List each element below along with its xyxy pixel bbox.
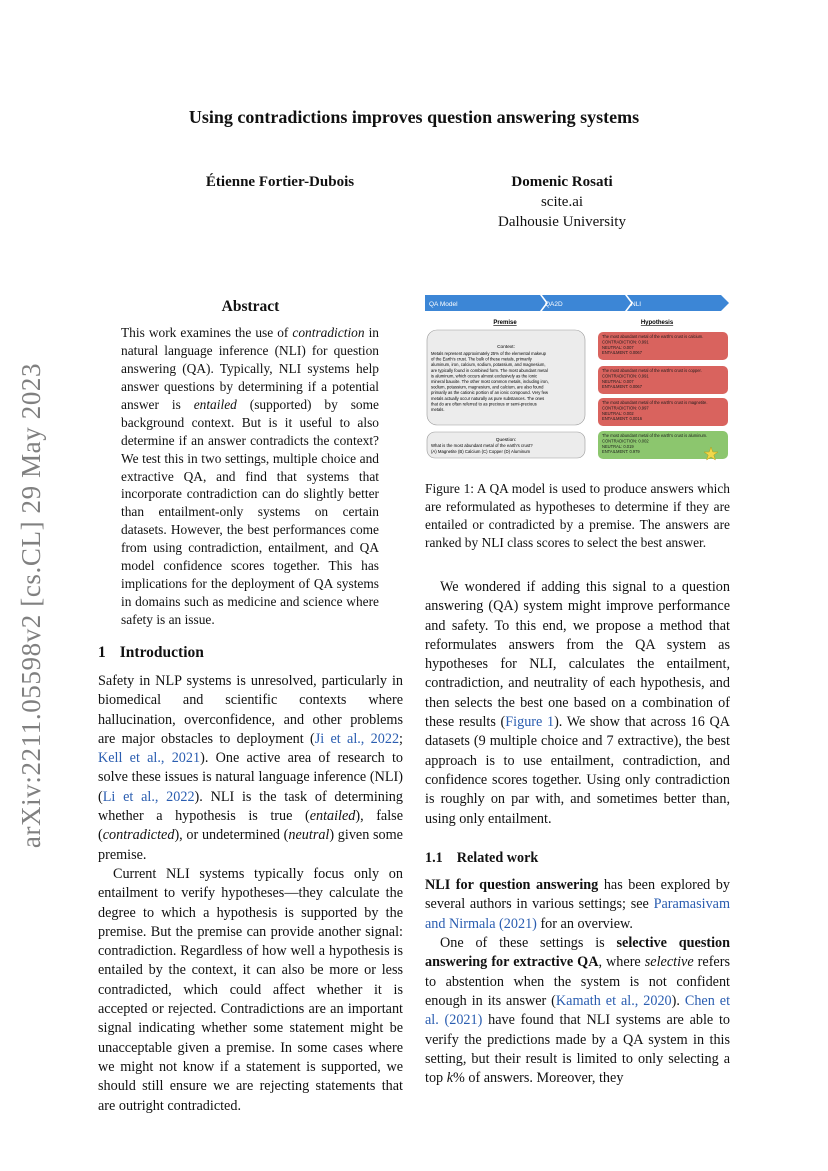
hypothesis-score: CONTRADICTION: 0.002	[602, 438, 649, 444]
hypothesis-text: The most abundant metal of the earth's crust is aluminum.	[602, 433, 708, 438]
hypothesis-score: ENTAILMENT: 0.979	[602, 449, 640, 455]
hypothesis-score: NEUTRAL: 0.007	[602, 378, 634, 384]
context-line: of the Earth's crust. The bulk of these metals, primarily	[431, 356, 532, 362]
arrow-label: QA2D	[545, 301, 563, 308]
figure-reference-link[interactable]: Figure 1	[505, 714, 555, 731]
arxiv-watermark	[12, 360, 52, 850]
figure-1-caption: Figure 1: A QA model is used to produce answers which are reformulated as hypotheses to determine if they are entailed or contradicted by a premise. The answers are ranked by NLI class scores to select the best answer.	[425, 481, 730, 550]
hypothesis-score: CONTRADICTION: 0.991	[602, 339, 649, 345]
arrow-nli	[627, 295, 729, 311]
context-title: Context:	[497, 345, 515, 350]
hypothesis-text: The most abundant metal of the earth's crust is magnetite.	[602, 400, 708, 405]
paper-title: Using contradictions improves question answering systems	[188, 107, 640, 127]
question-title: Question:	[495, 438, 517, 443]
citation-link[interactable]: Kell et al., 2021	[98, 750, 201, 767]
related-paragraph-1: NLI for question answering has been explored by several authors in various settings; see Paramasivam and Nirmala (2021) for an overview.	[425, 877, 730, 932]
context-line: is aluminum, which occurs almost exclusively as the ionic	[431, 373, 538, 379]
right-paragraph-1: We wondered if adding this signal to a question answering (QA) system might improve performance and safety. To this end, we propose a method that reformulates answers from the QA system as hypotheses for NLI, calculates the entailment, contradiction, and neutrality of each hypothesis, and then selects the best one based on a combination of these results (Figure 1). We show that across 16 QA datasets (9 multiple choice and 7 extractive), the best approach is to use entailment, contradiction, and confidence scores together. Using only contradiction is roughly on par with, and sometimes better than, using only entailment.	[425, 579, 731, 827]
citation-link[interactable]: Chen et al. (2021)	[425, 992, 731, 1029]
arrow-label: QA Model	[429, 301, 458, 308]
related-paragraph-2: One of these settings is selective question answering for extractive QA, where selective refers to abstention when the system is not confident enough in its answer (Kamath et al., 2020). Chen et al. (2021) have found that NLI systems are able to verify the predictions made by a QA system in this setting, but their result is limited to only selecting a top k% of answers. Moreover, they	[425, 935, 731, 1087]
context-line: mineral bauxite. The other most common metals, including iron,	[431, 379, 549, 384]
citation-link[interactable]: Paramasivam and Nirmala (2021)	[425, 896, 730, 932]
author-2	[452, 172, 672, 232]
author-affiliation: Dalhousie University	[498, 214, 626, 230]
author-name: Étienne Fortier-Dubois	[205, 174, 355, 190]
context-line: that do are often referred to as precious or semi-precious	[431, 401, 537, 407]
hypothesis-score: CONTRADICTION: 0.991	[602, 373, 649, 379]
hypothesis-score: ENTAILMENT: 0.0067	[602, 384, 642, 390]
arxiv-id: arXiv:2211.05598v2 [cs.CL] 29 May 2023	[16, 362, 47, 848]
intro-paragraph-1: Safety in NLP systems is unresolved, particularly in biomedical and scientific contexts where hallucination, overconfidence, and other problems are major obstacles to deployment (Ji et al., 2022; Kell et al., 2021). One active area of research to solve these issues is natural language inference (NLI) (Li et al., 2022). NLI is the task of determining whether a hypothesis is true (entailed), false (contradicted), or undetermined (neutral) given some premise.	[98, 673, 404, 863]
context-line: primarily as the cationic portion of an ionic compound. Very few	[431, 390, 549, 396]
hypothesis-text: The most abundant metal of the earth's crust is copper.	[602, 368, 702, 373]
abstract-heading: Abstract	[221, 298, 280, 315]
hypothesis-label: Hypothesis	[640, 320, 674, 326]
left-column	[98, 297, 403, 1116]
hypothesis-score: CONTRADICTION: 0.997	[602, 405, 649, 411]
citation-link[interactable]: Kamath et al., 2020	[555, 992, 672, 1009]
hypothesis-score: ENTAILMENT: 0.0016	[602, 416, 642, 422]
question-text: What is the most abundant metal of the earth's crust?	[431, 443, 533, 448]
author-affiliation: scite.ai	[540, 194, 584, 210]
context-line: aluminum, iron, calcium, sodium, potassium, and magnesium,	[431, 362, 546, 368]
hypothesis-score: NEUTRAL: 0.002	[602, 410, 634, 416]
hypothesis-list	[598, 332, 728, 459]
hypothesis-text: The most abundant metal of the earth's crust is calcium.	[602, 334, 704, 339]
question-options: (A) Magnetite (B) Calcium (C) Copper (D) Aluminum	[431, 449, 531, 454]
context-line: are typically found in combined form. The most abundant metal	[431, 367, 548, 373]
premise-label: Premise	[493, 320, 517, 326]
right-column	[425, 578, 730, 1088]
hypothesis-score: NEUTRAL: 0.019	[602, 443, 634, 449]
citation-link[interactable]: Ji et al., 2022	[314, 730, 400, 747]
hypothesis-score: NEUTRAL: 0.007	[602, 344, 634, 350]
author-name: Domenic Rosati	[511, 174, 613, 190]
context-line: metals.	[431, 407, 445, 412]
context-text	[431, 351, 549, 412]
subsection-heading-related-work: 1.1 Related work	[425, 849, 539, 866]
section-heading-introduction: 1 Introduction	[98, 643, 204, 661]
citation-link[interactable]: Li et al., 2022	[102, 788, 195, 805]
hypothesis-score: ENTAILMENT: 0.0067	[602, 350, 642, 356]
figure-1-diagram	[425, 295, 730, 465]
context-line: Metals represent approximately 25% of the elemental makeup	[431, 351, 546, 356]
author-1	[180, 172, 380, 192]
arrow-label: NLI	[631, 301, 642, 308]
context-line: metals actually occur naturally as pure substances. The ones	[431, 395, 545, 401]
context-line: sodium, potassium, magnesium, and calcium, are also found	[431, 384, 544, 390]
abstract-body: This work examines the use of contradiction in natural language inference (NLI) for question answering (QA). Typically, NLI systems help answer questions by determining if a potential answer is entailed (supported) by some background context. But is it useful to also determine if an answer contradicts the context? We test this in two settings, multiple choice and extractive QA, and find that systems that incorporate contradiction can do slightly better than entailment-only systems on certain datasets. However, the best performances come from using contradiction, entailment, and QA model confidence scores together. This has implications for the deployment of QA systems in domains such as medicine and science where safety is an issue.	[121, 325, 380, 627]
intro-paragraph-2: Current NLI systems typically focus only on entailment to verify hypotheses—they calculate the degree to which a hypothesis is supported by the premise. But the premise can provide another signal: contradiction. Regardless of how well a hypothesis is entailed by the context, it can also be more or less contradicted, which could affect whether it is accepted or rejected. Contradictions are an important signal indicating whether some statement might be unacceptable given a premise. In some cases where we might not know if a statement is supported, we should still ensure we are rejecting statements that are outright contradicted.	[98, 865, 403, 1114]
